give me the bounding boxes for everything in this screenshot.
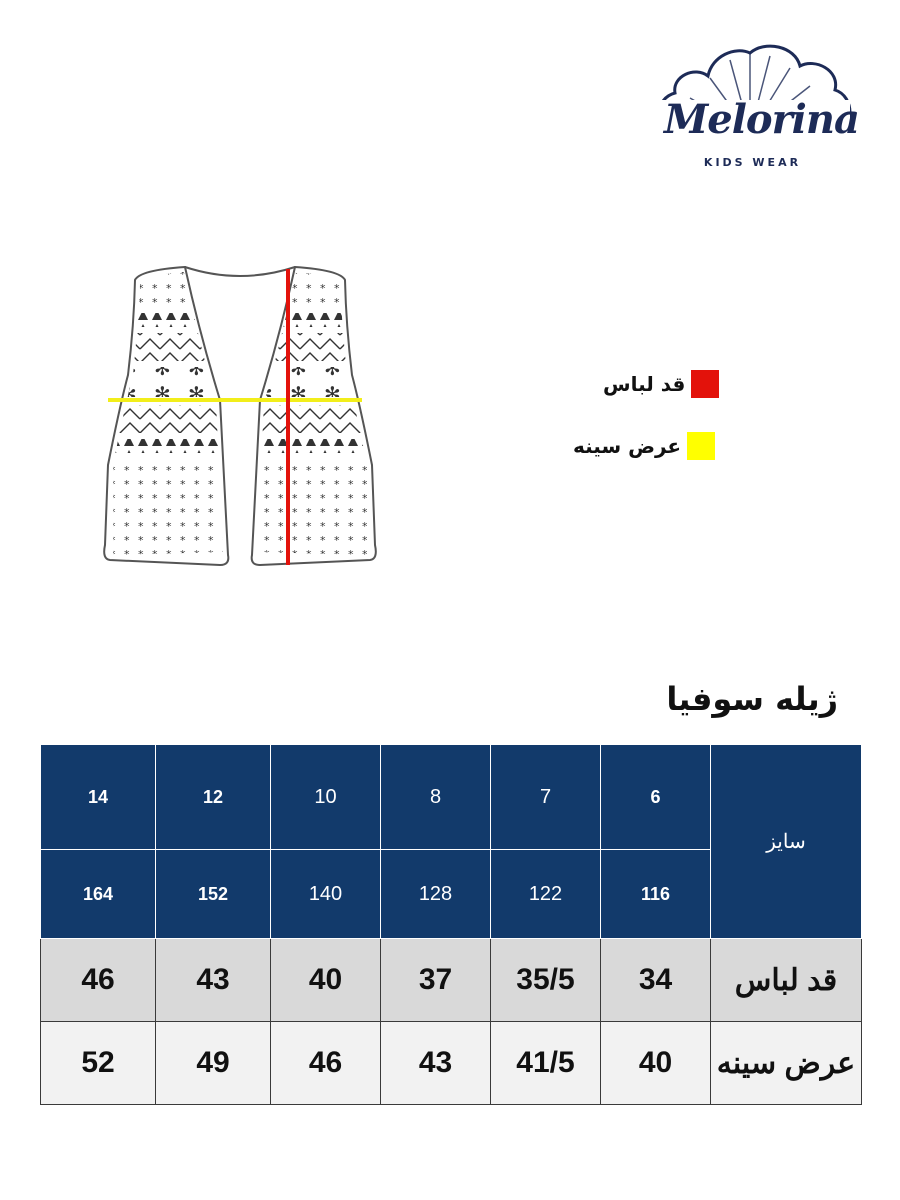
height-cell: 152 bbox=[156, 850, 271, 939]
size-cell: 12 bbox=[156, 745, 271, 850]
legend-label-chest: عرض سینه bbox=[573, 434, 682, 458]
table-row-length bbox=[41, 939, 862, 1022]
table-cell: 46 bbox=[271, 1022, 381, 1105]
table-row-chest bbox=[41, 1022, 862, 1105]
row-label-length: قد لباس bbox=[711, 939, 862, 1022]
table-cell: 41/5 bbox=[491, 1022, 601, 1105]
table-cell: 37 bbox=[381, 939, 491, 1022]
brand-logo bbox=[650, 38, 859, 178]
table-cell: 34 bbox=[601, 939, 711, 1022]
table-cell: 40 bbox=[601, 1022, 711, 1105]
legend-swatch-yellow bbox=[687, 432, 715, 460]
height-cell: 128 bbox=[381, 850, 491, 939]
legend-item-chest bbox=[573, 432, 715, 460]
size-cell: 10 bbox=[271, 745, 381, 850]
table-cell: 49 bbox=[156, 1022, 271, 1105]
height-cell: 116 bbox=[601, 850, 711, 939]
size-row bbox=[41, 745, 862, 850]
height-cell: 140 bbox=[271, 850, 381, 939]
size-table bbox=[40, 744, 862, 1105]
size-header-label: سایز bbox=[711, 745, 862, 939]
size-cell: 6 bbox=[601, 745, 711, 850]
size-cell: 8 bbox=[381, 745, 491, 850]
table-cell: 46 bbox=[41, 939, 156, 1022]
row-label-chest: عرض سینه bbox=[711, 1022, 862, 1105]
table-cell: 43 bbox=[381, 1022, 491, 1105]
table-cell: 43 bbox=[156, 939, 271, 1022]
legend-item-length bbox=[603, 370, 719, 398]
vest-illustration bbox=[80, 225, 400, 625]
size-cell: 14 bbox=[41, 745, 156, 850]
legend-label-length: قد لباس bbox=[603, 372, 686, 396]
table-cell: 35/5 bbox=[491, 939, 601, 1022]
table-cell: 52 bbox=[41, 1022, 156, 1105]
height-cell: 122 bbox=[491, 850, 601, 939]
logo-tagline: KIDS WEAR bbox=[703, 156, 802, 169]
logo-wordmark: Melorina bbox=[664, 96, 859, 143]
size-cell: 7 bbox=[491, 745, 601, 850]
table-cell: 40 bbox=[271, 939, 381, 1022]
legend-swatch-red bbox=[691, 370, 719, 398]
product-title: ژیله سوفیا bbox=[666, 680, 838, 718]
height-cell: 164 bbox=[41, 850, 156, 939]
